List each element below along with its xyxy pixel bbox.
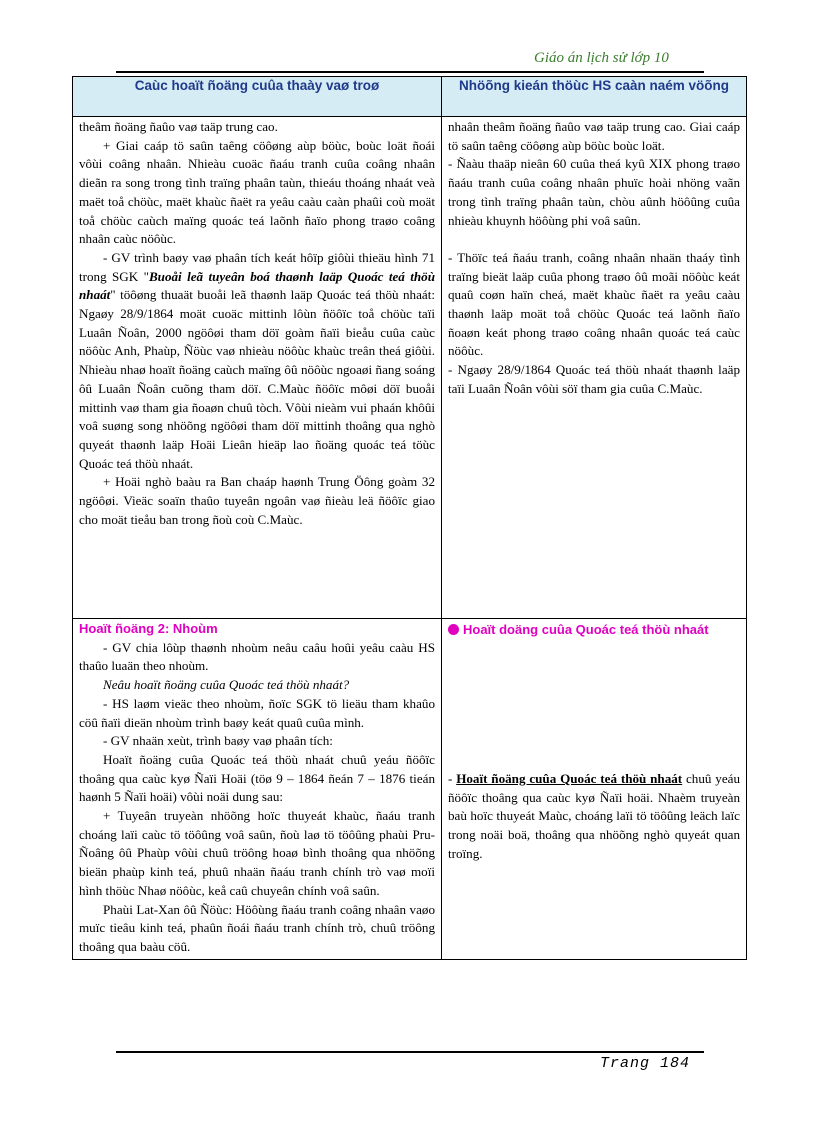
paragraph: - GV trình baøy vaø phaân tích keát hôïp giôùi thieäu hình 71 trong SGK "Buoåi leã tuyeân boá thaønh laäp Quoác teá thöù nhaát" töôøng thuaät buoåi leã thaønh laäp Quoác teá thöù nhaát: Ngaøy 28/9/1864 moät cuoäc mittinh lôùn ñöôïc toå chöùc taïi Luaân Ñoân, 2000 ngöôøi tham döï goàm ñaïi bieåu cuûa caùc nöôùc Anh, Phaùp, Ñöùc vaø nhieàu nöôùc khaùc treân theá giôùi. Nhieàu nhaø hoaït ñoäng caùch maïng ôû nöôùc ngoaøi ñang soáng ôû Luaân Ñoân cuõng tham döï. C.Maùc ñöôïc môøi döï buoåi mittinh vaø tham gia ñoaøn chuû tòch. Vôùi nieàm vui phaán khôûi voâ suøng song nhöõng ngöôøi tham döï mittinh thoâng qua nghò quyeát thaønh laäp Hoäi Lieân hieäp lao ñoäng quoác teá töùc Quoác teá thöù nhaát. <box>79 249 435 471</box>
paragraph: nhaân theâm ñoäng ñaûo vaø taäp trung cao. Giai caáp tö saûn taêng cöôøng aùp böùc boùc loät. <box>448 119 740 153</box>
row1-right-cell <box>442 117 747 619</box>
paragraph: - GV nhaän xeùt, trình baøy vaø phaân tích: <box>103 733 333 749</box>
page-header-title: Giáo án lịch sử lớp 10 <box>534 50 669 66</box>
question: Neâu hoaït ñoäng cuûa Quoác teá thöù nhaát? <box>103 677 350 693</box>
figure-caption-ref: Buoåi leã tuyeân boá thaønh laäp Quoác teá thöù nhaát <box>79 268 435 303</box>
activity-heading: Hoaït ñoäng 2: Nhoùm <box>79 621 218 636</box>
paragraph: - Hoaït ñoäng cuûa Quoác teá thöù nhaát chuû yeáu ñöôïc thoâng qua caùc kyø Ñaïi hoäi. Nhaèm truyeàn baù hoïc thuyeát Maùc, choáng laïi tö töôûng leäch laïc trong noäi boä, thoâng qua nhöõng nghò quyeát quan troïng. <box>448 771 740 861</box>
paragraph: - HS laøm vieäc theo nhoùm, ñoïc SGK tö lieäu tham khaûo cöû ñaïi dieän nhoùm trình baøy keát quaû cuûa mình. <box>79 695 435 730</box>
paragraph: + Giai caáp tö saûn taêng cöôøng aùp böùc, boùc loät ñoái vôùi coâng nhaân. Nhieàu cuoäc ñaáu tranh cuûa coâng nhaân dieãn ra song trong tình traïng phaân taùn, thieáu thoáng nhaát veà maët toå chöùc, maët khaùc ñaët ra yeâu caàu caàn phaûi coù moät toå chöùc caùch maïng quoác teá laõnh ñaïo phong traøo coâng nhaân caùc nöôùc. <box>79 137 435 247</box>
paragraph: + Hoäi nghò baàu ra Ban chaáp haønh Trung Öông goàm 32 ngöôøi. Vieäc soaïn thaûo tuyeân ngoân vaø ñieàu leä ñöôïc giao cho moät tieåu ban trong ñoù coù C.Maùc. <box>79 474 435 527</box>
bullet-icon <box>448 624 459 635</box>
paragraph: theâm ñoäng ñaûo vaø taäp trung cao. <box>79 119 278 134</box>
header-rule <box>116 71 704 73</box>
paragraph: - GV chia lôùp thaønh nhoùm neâu caâu hoûi yeâu caàu HS thaûo luaän theo nhoùm. <box>79 639 435 674</box>
paragraph: Phaùi Lat-Xan ôû Ñöùc: Höôùng ñaáu tranh coâng nhaân vaøo muïc tieâu kinh teá, phaûn ñoái ñaáu tranh chính trò, chuû tröông thoâng qua baàu cöû. <box>79 901 435 954</box>
table-row <box>73 619 747 960</box>
paragraph: - Ngaøy 28/9/1864 Quoác teá thöù nhaát thaønh laäp taïi Luaân Ñoân vôùi söï tham gia cuûa C.Maùc. <box>448 362 740 396</box>
section-heading: Hoaït doäng cuûa Quoác teá thöù nhaát <box>448 620 740 639</box>
table-header-row <box>73 77 747 117</box>
row2-right-cell <box>442 619 747 960</box>
row1-left-cell <box>73 117 442 619</box>
lesson-table <box>72 76 747 960</box>
paragraph: Hoaït ñoäng cuûa Quoác teá thöù nhaát chuû yeáu ñöôïc thoâng qua caùc kyø Ñaïi Hoäi (töø 9 – 1864 ñeán 7 – 1876 tieán haønh 5 Ñaïi hoäi) vôùi noäi dung sau: <box>79 751 435 805</box>
underlined-term: Hoaït ñoäng cuûa Quoác teá thöù nhaát <box>456 771 683 786</box>
page-number: Trang 184 <box>600 1055 691 1072</box>
row2-left-cell <box>73 619 442 960</box>
table-row <box>73 117 747 619</box>
col-header-knowledge: Nhöõng kieán thöùc HS caàn naém vöõng <box>442 77 747 117</box>
paragraph: + Tuyeân truyeàn nhöõng hoïc thuyeát khaùc, ñaáu tranh choáng laïi caùc tö töôûng voâ saûn, ñoù laø tö töôûng phaùi Pru-Ñoâng ôû Phaùp vôùi chuû tröông hoaø bình thoâng qua nhöõng bieän phaùp kinh teá, phuû nhaän ñaáu tranh chính trò vaø moïi hình thöùc Nhaø nöôùc, keå caû chuyeân chính voâ saûn. <box>79 808 435 898</box>
col-header-activities: Caùc hoaït ñoäng cuûa thaày vaø troø <box>73 77 442 117</box>
paragraph: - Thöïc teá ñaáu tranh, coâng nhaân nhaän thaáy tình traïng bieät laäp cuûa phong traøo ôû moãi nöôùc keát quaû coøn haïn cheá, maët khaùc ñaët ra yeâu caàu thaønh laäp moät toå chöùc Quoác teá laõnh ñaïo ñoaøn keát phong traøo coâng nhaân quoác teá caùc nöôùc. <box>448 249 740 359</box>
footer-rule <box>116 1051 704 1053</box>
paragraph: - Ñaàu thaäp nieân 60 cuûa theá kyû XIX phong traøo ñaáu tranh cuûa coâng nhaân phuïc hoài nhöng vaãn trong tình traïng phaân taùn, chòu aûnh höôûng cuûa nhieàu khuynh höôùng phi voâ saûn. <box>448 156 740 228</box>
